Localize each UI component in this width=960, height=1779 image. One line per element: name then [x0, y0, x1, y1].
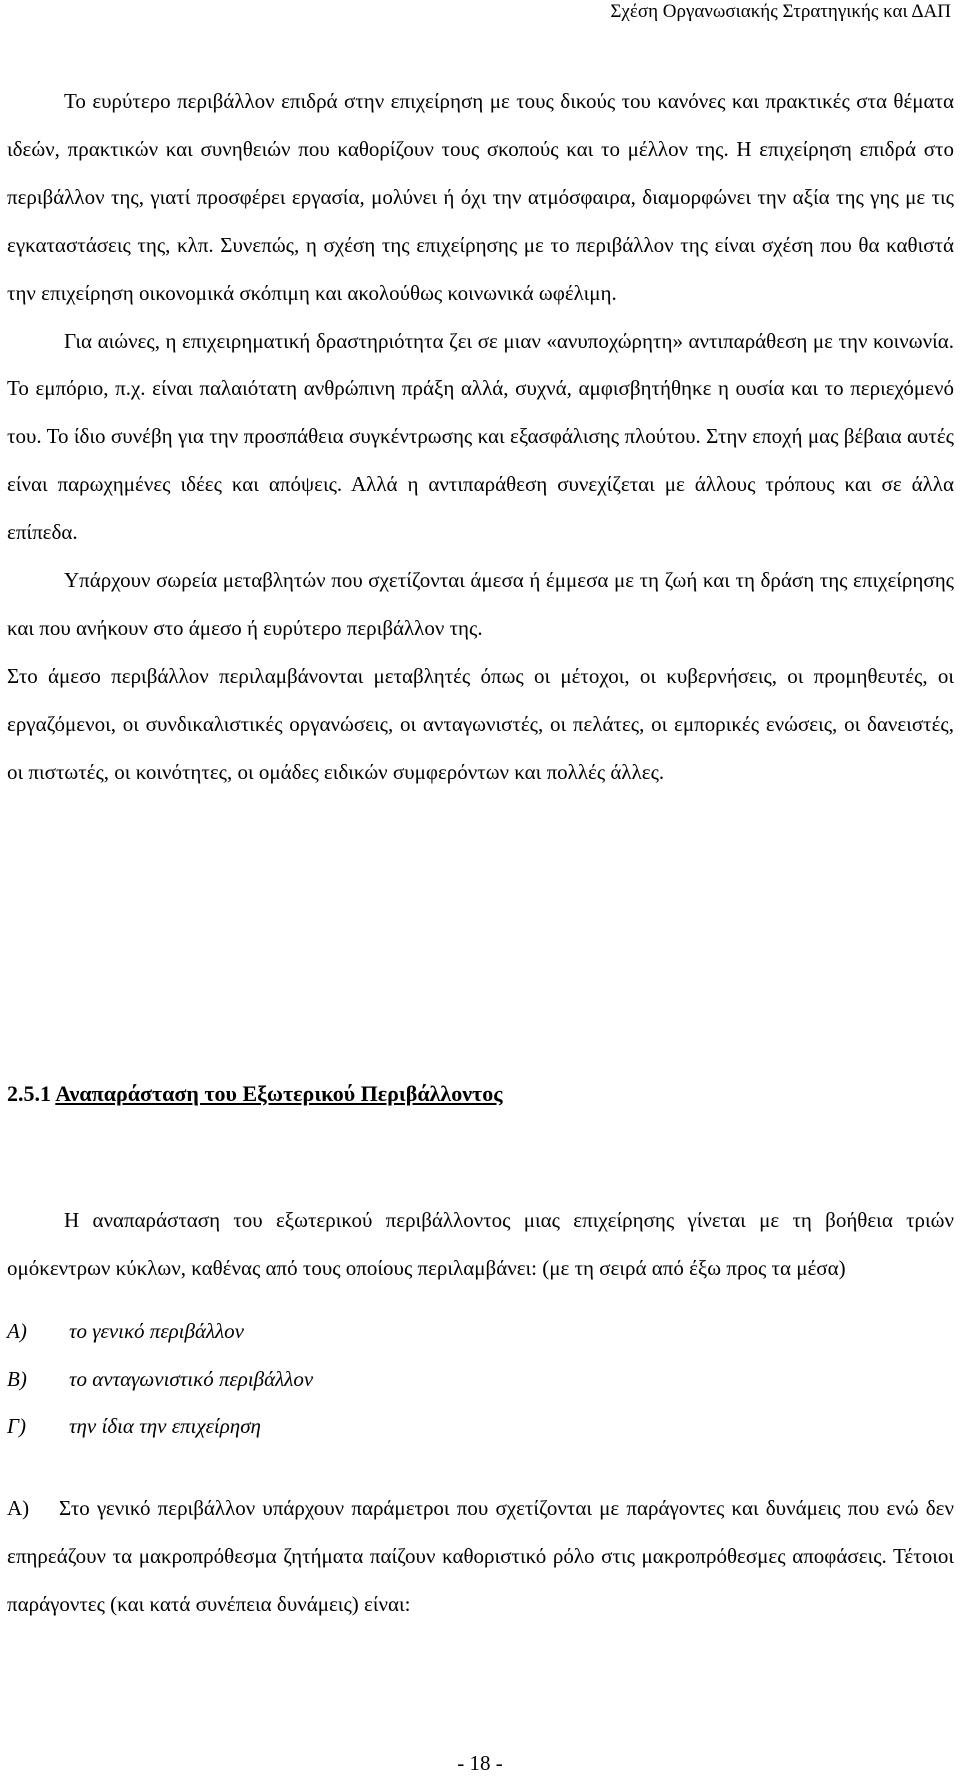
page-number: - 18 - [457, 1751, 503, 1775]
list-item-text: την ίδια την επιχείρηση [69, 1414, 261, 1438]
list-item-label: Γ) [7, 1414, 26, 1438]
section-number: 2.5.1 [7, 1081, 51, 1106]
body-text-intro [7, 1197, 954, 1293]
running-header: Σχέση Οργανωσιακής Στρατηγικής και ΔΑΠ [610, 1, 951, 22]
paragraph-intro: Η αναπαράσταση του εξωτερικού περιβάλλοντος μιας επιχείρησης γίνεται με τη βοήθεια τριών ομόκεντρων κύκλων, καθένας από τους οποίους περιλαμβάνει: (με τη σειρά από έξω προς τα μέσα) [7, 1208, 954, 1280]
paragraph-2: Για αιώνες, η επιχειρηματική δραστηριότητα ζει σε μιαν «ανυποχώρητη» αντιπαράθεση με την κοινωνία. Το εμπόριο, π.χ. είναι παλαιότατη ανθρώπινη πράξη αλλά, συχνά, αμφισβητήθηκε η ουσία και το περιεχόμενό του. Το ίδιο συνέβη για την προσπάθεια συγκέντρωσης και εξασφάλισης πλούτου. Στην εποχή μας βέβαια αυτές είναι παρωχημένες ιδέες και απόψεις. Αλλά η αντιπαράθεση συνεχίζεται με άλλους τρόπους και σε άλλα επίπεδα. [7, 328, 954, 545]
concentric-circles-list [7, 1308, 313, 1451]
list-item-label: Α) [7, 1319, 27, 1343]
list-item [7, 1308, 313, 1356]
section-heading [7, 1077, 502, 1111]
list-item-text: το ανταγωνιστικό περιβάλλον [69, 1366, 314, 1391]
paragraph-label: Α) [7, 1496, 30, 1520]
general-environment-paragraph [7, 1485, 954, 1629]
paragraph-4: Στο άμεσο περιβάλλον περιλαμβάνονται μεταβλητές όπως οι μέτοχοι, οι κυβερνήσεις, οι προμηθευτές, οι εργαζόμενοι, οι συνδικαλιστικές οργανώσεις, οι ανταγωνιστές, οι πελάτες, οι εμπορικές ενώσεις, οι δανειστές, οι πιστωτές, οι κοινότητες, οι ομάδες ειδικών συμφερόντων και πολλές άλλες. [7, 663, 954, 784]
list-item-label: Β) [7, 1366, 27, 1391]
paragraph-text: Στο γενικό περιβάλλον υπάρχουν παράμετροι που σχετίζονται με παράγοντες και δυνάμεις που ενώ δεν επηρεάζουν τα μακροπρόθεσμα ζητήματα παίζουν καθοριστικό ρόλο στις μακροπρόθεσμες αποφάσεις. Τέτοιοι παράγοντες (και κατά συνέπεια δυνάμεις) είναι: [7, 1496, 954, 1616]
list-item [7, 1356, 313, 1404]
list-item-text: το γενικό περιβάλλον [69, 1319, 245, 1343]
list-item [7, 1403, 313, 1451]
paragraph-general-environment [7, 1485, 954, 1629]
paragraph-1: Το ευρύτερο περιβάλλον επιδρά στην επιχείρηση με τους δικούς του κανόνες και πρακτικές στα θέματα ιδεών, πρακτικών και συνηθειών που καθορίζουν τους σκοπούς και το μέλλον της. Η επιχείρηση επιδρά στο περιβάλλον της, γιατί προσφέρει εργασία, μολύνει ή όχι την ατμόσφαιρα, διαμορφώνει την αξία της γης με τις εγκαταστάσεις της, κλπ. Συνεπώς, η σχέση της επιχείρησης με το περιβάλλον της είναι σχέση που θα καθιστά την επιχείρηση οικονομικά σκόπιμη και ακολούθως κοινωνικά ωφέλιμη. [7, 89, 954, 305]
body-text-top [7, 78, 954, 797]
section-title: Αναπαράσταση του Εξωτερικού Περιβάλλοντος [55, 1081, 503, 1106]
paragraph-3: Υπάρχουν σωρεία μεταβλητών που σχετίζονται άμεσα ή έμμεσα με τη ζωή και τη δράση της επιχείρησης και που ανήκουν στο άμεσο ή ευρύτερο περιβάλλον της. [7, 568, 954, 640]
